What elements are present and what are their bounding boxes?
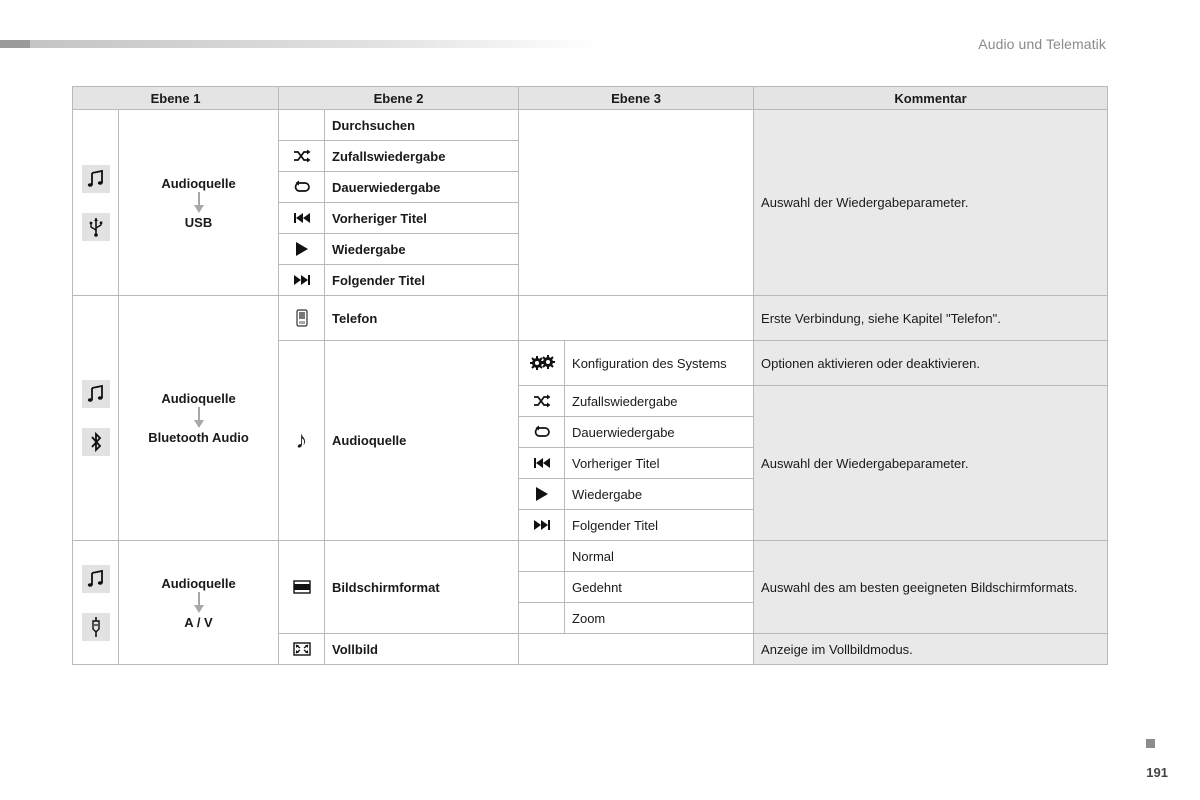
menu-item-vollbild[interactable]: Vollbild — [325, 634, 519, 665]
usb-source-target: USB — [184, 214, 213, 230]
music-notes-icon — [82, 565, 110, 593]
table-header-row — [73, 87, 1108, 110]
play-icon — [279, 234, 325, 265]
telefon-level3-empty — [519, 296, 754, 341]
usb-level3-empty — [519, 110, 754, 296]
menu-item-durchsuchen[interactable]: Durchsuchen — [325, 110, 519, 141]
shuffle-icon — [279, 141, 325, 172]
menu-item-wiedergabe[interactable]: Wiedergabe — [565, 479, 754, 510]
phone-icon — [279, 296, 325, 341]
menu-item-folgender-titel[interactable]: Folgender Titel — [565, 510, 754, 541]
sys-config-comment: Optionen aktivieren oder deaktivieren. — [754, 341, 1108, 386]
arrow-down-icon — [193, 192, 205, 214]
menu-item-dauerwiedergabe[interactable]: Dauerwiedergabe — [565, 417, 754, 448]
empty-icon-cell — [519, 603, 565, 634]
music-notes-icon — [82, 165, 110, 193]
menu-item-konfiguration[interactable]: Konfiguration des Systems — [565, 341, 754, 386]
play-icon — [519, 479, 565, 510]
av-icons-cell — [73, 541, 119, 665]
av-source-cell — [119, 541, 279, 665]
section-title: Audio und Telematik — [978, 36, 1106, 52]
empty-icon-cell — [519, 572, 565, 603]
fullscreen-icon — [279, 634, 325, 665]
usb-icon — [82, 213, 110, 241]
screen-format-icon — [279, 541, 325, 634]
menu-item-audioquelle[interactable]: Audioquelle — [325, 341, 519, 541]
footer-square-marker — [1146, 739, 1155, 748]
previous-track-icon — [279, 203, 325, 234]
table-row — [73, 110, 1108, 141]
vollbild-level3-empty — [519, 634, 754, 665]
format-option-normal[interactable]: Normal — [565, 541, 754, 572]
bluetooth-source-target: Bluetooth Audio — [148, 430, 249, 445]
telefon-comment: Erste Verbindung, siehe Kapitel "Telefon". — [754, 296, 1108, 341]
bluetooth-source-cell — [119, 296, 279, 541]
menu-item-bildschirmformat[interactable]: Bildschirmformat — [325, 541, 519, 634]
empty-icon-cell — [519, 541, 565, 572]
repeat-icon — [279, 172, 325, 203]
vollbild-comment: Anzeige im Vollbildmodus. — [754, 634, 1108, 665]
music-notes-icon — [82, 380, 110, 408]
aux-jack-icon — [82, 613, 110, 641]
music-note-icon: ♪ — [279, 341, 325, 541]
usb-source-label: Audioquelle — [161, 175, 236, 191]
menu-item-telefon[interactable]: Telefon — [325, 296, 519, 341]
av-source-label: Audioquelle — [161, 575, 236, 591]
arrow-down-icon — [193, 407, 205, 429]
bluetooth-icons-cell — [73, 296, 119, 541]
menu-table — [72, 86, 1108, 665]
usb-source-cell — [119, 110, 279, 296]
menu-item-vorheriger-titel[interactable]: Vorheriger Titel — [325, 203, 519, 234]
menu-item-dauerwiedergabe[interactable]: Dauerwiedergabe — [325, 172, 519, 203]
menu-item-folgender-titel[interactable]: Folgender Titel — [325, 265, 519, 296]
table-row — [73, 541, 1108, 572]
av-source-target: A / V — [184, 614, 213, 630]
format-option-gedehnt[interactable]: Gedehnt — [565, 572, 754, 603]
usb-icons-cell — [73, 110, 119, 296]
bluetooth-icon — [82, 428, 110, 456]
bluetooth-source-label: Audioquelle — [161, 391, 236, 406]
format-comment: Auswahl des am besten geeigneten Bildschirmformats. — [754, 541, 1108, 634]
previous-track-icon — [519, 448, 565, 479]
arrow-down-icon — [193, 592, 205, 614]
shuffle-icon — [519, 386, 565, 417]
menu-item-vorheriger-titel[interactable]: Vorheriger Titel — [565, 448, 754, 479]
column-header-ebene3: Ebene 3 — [519, 87, 754, 110]
column-header-ebene2: Ebene 2 — [279, 87, 519, 110]
header-gradient-bar — [0, 40, 600, 48]
page-number: 191 — [1146, 765, 1168, 780]
column-header-ebene1: Ebene 1 — [73, 87, 279, 110]
next-track-icon — [519, 510, 565, 541]
table-row — [73, 296, 1108, 341]
column-header-kommentar: Kommentar — [754, 87, 1108, 110]
repeat-icon — [519, 417, 565, 448]
menu-item-wiedergabe[interactable]: Wiedergabe — [325, 234, 519, 265]
empty-icon-cell — [279, 110, 325, 141]
format-option-zoom[interactable]: Zoom — [565, 603, 754, 634]
menu-item-zufallswiedergabe[interactable]: Zufallswiedergabe — [325, 141, 519, 172]
bluetooth-playback-comment: Auswahl der Wiedergabeparameter. — [754, 386, 1108, 541]
next-track-icon — [279, 265, 325, 296]
menu-item-zufallswiedergabe[interactable]: Zufallswiedergabe — [565, 386, 754, 417]
usb-comment: Auswahl der Wiedergabeparameter. — [754, 110, 1108, 296]
gears-icon — [519, 341, 565, 386]
